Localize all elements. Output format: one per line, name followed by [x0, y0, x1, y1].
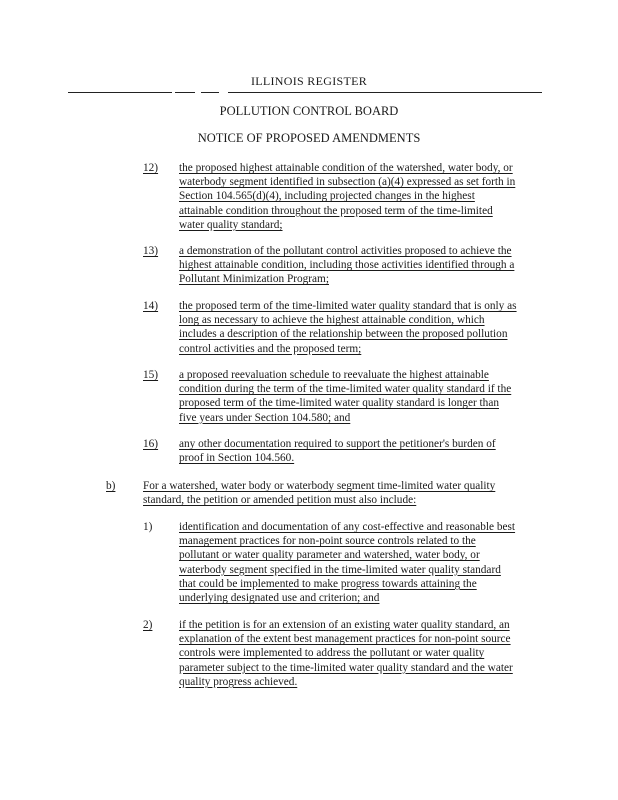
header-rule-right — [228, 92, 542, 93]
item-line: For a watershed, water body or waterbody segment time-limited water quality — [143, 480, 496, 492]
item-text — [143, 479, 495, 507]
item-line: control activities and the proposed term; — [179, 342, 362, 355]
item-text — [179, 161, 515, 232]
item-line: explanation of the extent best management practices for non-point source — [179, 633, 511, 646]
header-rule-dash — [201, 92, 219, 93]
item-line: proof in Section 104.560. — [179, 452, 295, 465]
item-line: waterbody segment identified in subsection (a)(4) expressed as set forth in — [179, 176, 516, 189]
item-line: quality progress achieved. — [179, 675, 298, 688]
item-number: 15) — [143, 369, 159, 381]
item-line: if the petition is for an extension of an existing water quality standard, an — [179, 619, 510, 631]
register-title — [0, 74, 618, 89]
item-number: 2) — [143, 619, 153, 631]
item-text — [179, 244, 514, 287]
item-line: controls were implemented to address the pollutant or water quality — [179, 647, 485, 660]
item-line: standard, the petition or amended petition must also include: — [143, 494, 417, 507]
item-line: water quality standard; — [179, 218, 283, 231]
item-number: b) — [106, 480, 116, 492]
item-line: the proposed highest attainable condition of the watershed, water body, or — [179, 162, 513, 174]
item-text — [179, 368, 511, 425]
item-line: Section 104.565(d)(4), including projected changes in the highest — [179, 190, 475, 203]
item-line: a demonstration of the pollutant control activities proposed to achieve the — [179, 245, 512, 257]
item-text — [179, 437, 496, 465]
item-line: waterbody segment specified in the time-limited water quality standard — [179, 563, 501, 576]
header-rule-left — [68, 92, 172, 93]
item-text — [179, 299, 517, 356]
header-rule-dash — [175, 92, 195, 93]
item-number: 1) — [143, 521, 153, 533]
item-text — [179, 618, 513, 689]
item-line: condition during the term of the time-limited water quality standard if the — [179, 383, 512, 396]
item-line: management practices for non-point source controls related to the — [179, 535, 476, 548]
item-line: includes a description of the relationship between the proposed pollution — [179, 328, 508, 341]
item-line: proposed term of the time-limited water quality standard is longer than — [179, 397, 499, 410]
item-line: any other documentation required to support the petitioner's burden of — [179, 438, 496, 450]
item-line: the proposed term of the time-limited water quality standard that is only as — [179, 300, 517, 312]
item-line: five years under Section 104.580; and — [179, 411, 351, 424]
item-number: 13) — [143, 245, 159, 257]
item-number: 14) — [143, 300, 159, 312]
notice-title: NOTICE OF PROPOSED AMENDMENTS — [197, 131, 421, 145]
item-line: long as necessary to achieve the highest attainable condition, which — [179, 314, 485, 327]
item-line: Pollutant Minimization Program; — [179, 273, 329, 286]
item-text — [179, 520, 515, 605]
item-line: that could be implemented to make progress towards attaining the — [179, 577, 477, 590]
item-line: highest attainable condition, including those activities identified through a — [179, 259, 515, 272]
item-line: attainable condition throughout the proposed term of the time-limited — [179, 204, 493, 217]
item-line: underlying designated use and criterion; and — [179, 592, 380, 605]
item-line: identification and documentation of any cost-effective and reasonable best — [179, 521, 516, 533]
board-title: POLLUTION CONTROL BOARD — [219, 104, 399, 118]
item-line: a proposed reevaluation schedule to reevaluate the highest attainable — [179, 369, 489, 381]
item-line: parameter subject to the time-limited water quality standard and the water — [179, 661, 513, 674]
item-line: pollutant or water quality parameter and watershed, water body, or — [179, 549, 480, 562]
item-number: 16) — [143, 438, 159, 450]
item-number: 12) — [143, 162, 159, 174]
register-title-text: ILLINOIS REGISTER — [250, 74, 368, 88]
